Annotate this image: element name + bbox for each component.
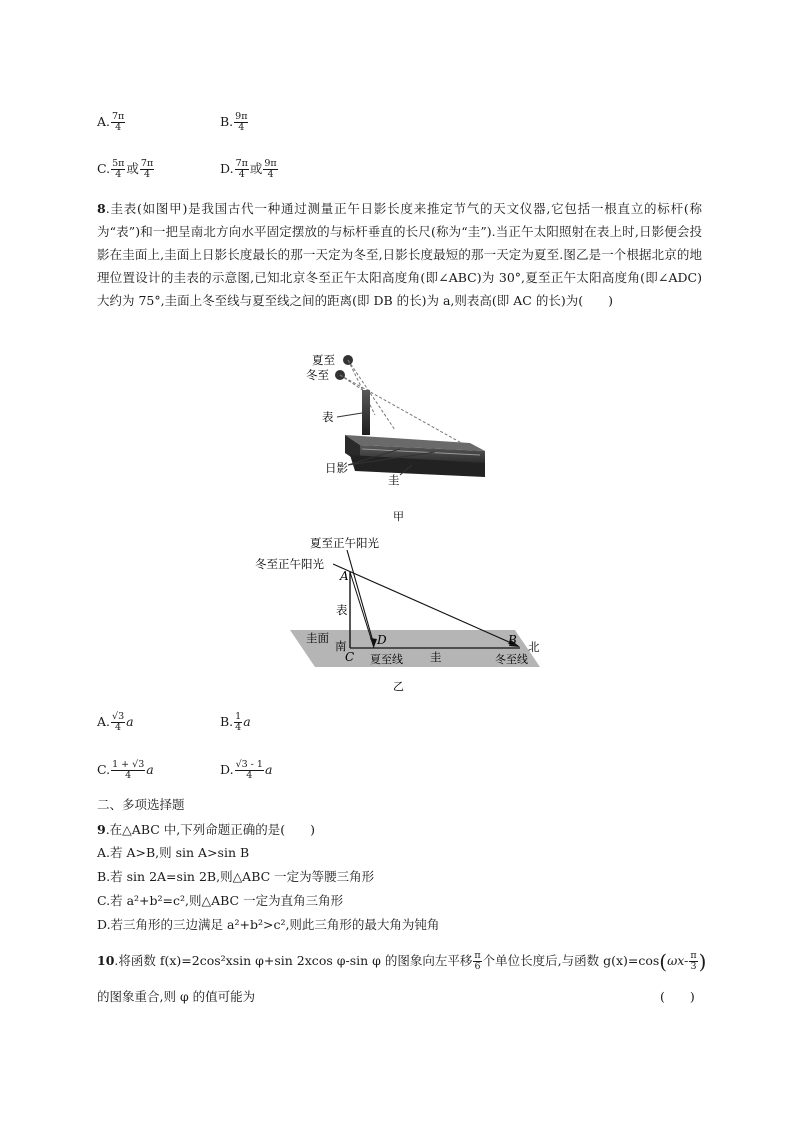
label-surface: 圭面 (306, 631, 329, 645)
pole-pointer (337, 413, 362, 417)
q7-option-d (220, 155, 279, 183)
numerator: 7π (140, 158, 154, 170)
question-text: .在△ABC 中,下列命题正确的是( ) (105, 822, 315, 837)
question-text-2: 个单位长度后,与函数 g(x)=cos (482, 953, 660, 968)
fraction (234, 112, 248, 133)
or-text: 或 (249, 161, 263, 176)
figure-gui-biao-photo (300, 345, 500, 525)
q10-line2: 的图象重合,则 φ 的值可能为 (97, 989, 256, 1004)
variable: a (126, 714, 134, 729)
question-number: 10 (97, 953, 115, 968)
denominator: 4 (115, 722, 122, 733)
q8-option-c (97, 756, 154, 784)
fraction (111, 112, 125, 133)
fraction (263, 159, 277, 180)
question-text: .将函数 f(x)=2cos²xsin φ+sin 2xcos φ-sin φ 的图象向左平移 (114, 953, 473, 968)
caption-yi: 乙 (393, 680, 404, 693)
option-label: D. (220, 762, 234, 777)
denominator: 4 (246, 770, 253, 781)
point-d: D (377, 633, 387, 647)
denominator: 3 (690, 961, 697, 972)
numerator: π (474, 950, 481, 962)
fraction (234, 712, 242, 733)
point-c: C (345, 650, 355, 664)
numerator: 1 + √3 (112, 759, 145, 771)
numerator: 5π (112, 158, 125, 170)
question-number: 8 (97, 201, 106, 216)
numerator: 1 (235, 711, 242, 723)
question-text: .圭表(如图甲)是我国古代一种通过测量正午日影长度来推定节气的天文仪器,它包括一根直立的标杆(称为“表”)和一把呈南北方向水平固定摆放的与标杆垂直的长尺(称为“圭”).当正午太阳照射在表上时,日影便会投影在圭面上,圭面上日影长度最长的那一天定为冬至,日影长度最短的那一天定为夏至.图乙是一个根据北京的地理位置设计的圭表的示意图,已知北京冬至正午太阳高度角(即∠ABC)为 30°,夏至正午太阳高度角(即∠ADC)大约为 75°,圭面上冬至线与夏至线之间的距离(即 DB 的长)为 a,则表高(即 AC 的长)为( ) (97, 201, 702, 308)
q9-option-c: C.若 a²+b²=c²,则△ABC 一定为直角三角形 (97, 893, 344, 908)
fraction (235, 760, 264, 781)
or-text: 或 (126, 161, 139, 176)
fraction (689, 951, 697, 972)
left-paren: ( (659, 949, 668, 974)
section-heading: 二、多项选择题 (97, 797, 185, 812)
label-summer-light: 夏至正午阳光 (310, 536, 379, 550)
numerator: π (690, 950, 697, 962)
option-label: C. (97, 762, 111, 777)
label-pole: 表 (322, 410, 334, 424)
caption-jia: 甲 (393, 510, 404, 523)
summer-ray-top (348, 360, 375, 415)
label-winter-line: 冬至线 (495, 653, 528, 666)
numerator: √3 (112, 711, 125, 723)
option-label: A. (97, 714, 111, 729)
label-summer: 夏至 (312, 353, 335, 367)
point-b: B (508, 633, 517, 647)
q10-answer-bracket: ( ) (660, 989, 695, 1004)
denominator: 4 (125, 770, 132, 781)
q10-stem (97, 948, 707, 975)
denominator: 4 (115, 122, 122, 133)
winter-ray (340, 375, 465, 445)
label-shadow: 日影 (325, 461, 348, 475)
label-winter: 冬至 (306, 368, 329, 382)
denominator: 4 (267, 169, 274, 180)
option-label: A. (97, 114, 111, 129)
label-pole: 表 (336, 603, 348, 617)
q7-option-a (97, 108, 126, 136)
numerator: 9π (264, 158, 277, 170)
label-gui: 圭 (388, 473, 400, 487)
numerator: √3 - 1 (235, 759, 263, 771)
g-argument: ωx- (667, 953, 689, 968)
option-label: B. (220, 714, 234, 729)
denominator: 6 (474, 961, 481, 972)
variable: a (264, 762, 273, 777)
label-gui: 圭 (430, 650, 442, 664)
label-north: 北 (528, 640, 540, 654)
numerator: 7π (112, 111, 125, 123)
right-paren: ) (698, 949, 707, 974)
denominator: 4 (115, 169, 122, 180)
fraction (473, 951, 481, 972)
pole-shape (362, 390, 370, 435)
q9-option-a: A.若 A>B,则 sin A>sin B (97, 845, 250, 860)
q9-stem (97, 820, 315, 840)
q8-option-d (220, 756, 272, 784)
label-summer-line: 夏至线 (370, 653, 403, 666)
denominator: 4 (144, 169, 151, 180)
q8-stem (97, 197, 702, 312)
numerator: 7π (235, 158, 248, 170)
fraction (111, 760, 145, 781)
fraction (235, 159, 249, 180)
figure-gui-biao-diagram (250, 530, 560, 695)
q9-option-b: B.若 sin 2A=sin 2B,则△ABC 一定为等腰三角形 (97, 869, 375, 884)
q8-option-b (220, 708, 251, 736)
q8-option-a (97, 708, 134, 736)
denominator: 4 (238, 169, 245, 180)
summer-ray (348, 360, 395, 430)
variable: a (243, 714, 251, 729)
q9-option-d: D.若三角形的三边满足 a²+b²>c²,则此三角形的最大角为钝角 (97, 917, 440, 932)
numerator: 9π (235, 111, 248, 123)
variable: a (146, 762, 154, 777)
q7-option-b (220, 108, 249, 136)
option-label: C. (97, 161, 111, 176)
q7-option-c (97, 155, 155, 183)
question-number: 9 (97, 822, 106, 837)
fraction (111, 712, 125, 733)
fraction (111, 159, 125, 180)
denominator: 4 (235, 722, 242, 733)
label-winter-light: 冬至正午阳光 (255, 557, 324, 571)
option-label: B. (220, 114, 234, 129)
fraction (140, 159, 154, 180)
point-a: A (340, 569, 349, 583)
option-label: D. (220, 161, 234, 176)
denominator: 4 (238, 122, 245, 133)
label-south: 南 (335, 639, 347, 653)
